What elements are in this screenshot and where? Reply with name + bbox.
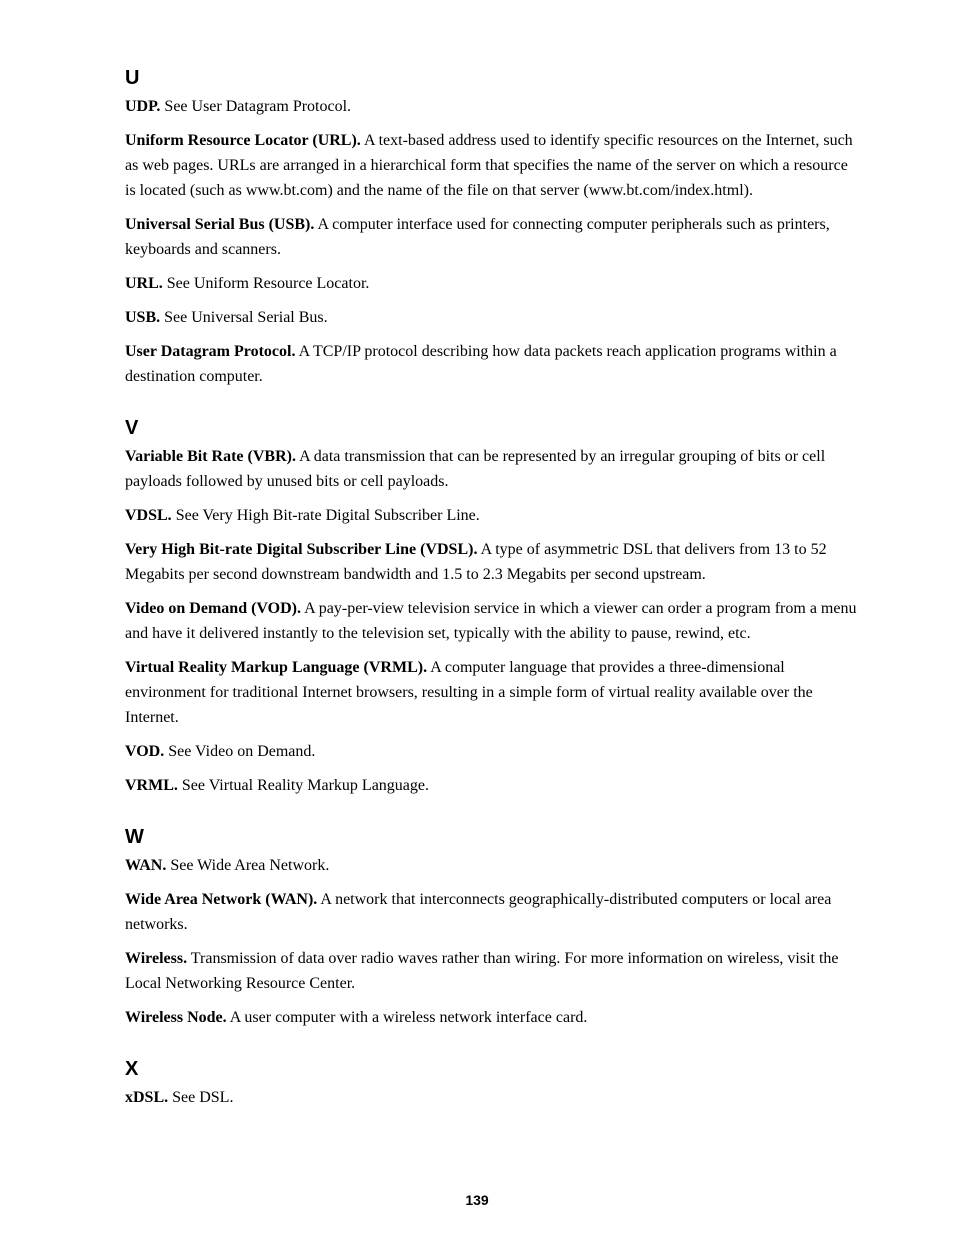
- glossary-entry: [125, 537, 860, 587]
- glossary-entry: [125, 339, 860, 389]
- section-x: [125, 1057, 860, 1110]
- entry-term: xDSL.: [125, 1089, 169, 1106]
- entry-term: UDP.: [125, 98, 161, 115]
- entry-term: USB.: [125, 309, 161, 326]
- entry-definition: A pay-per-view television service in which a viewer can order a program from a menu and have it delivered instantly to the television set, typically with the ability to pause, rewind, etc.: [125, 600, 857, 642]
- entry-term: Wireless Node.: [125, 1009, 227, 1026]
- entry-definition: See User Datagram Protocol.: [164, 98, 352, 115]
- entry-term: VOD.: [125, 743, 165, 760]
- section-letter: V: [125, 417, 139, 439]
- entry-definition: See Wide Area Network.: [170, 857, 330, 874]
- section-letter: W: [125, 826, 144, 848]
- glossary-entry: [125, 853, 860, 878]
- entry-term: Wireless.: [125, 950, 188, 967]
- entry-definition: See Uniform Resource Locator.: [166, 275, 370, 292]
- glossary-entry: [125, 128, 860, 203]
- entry-term: Video on Demand (VOD).: [125, 600, 301, 617]
- glossary-entry: [125, 1085, 860, 1110]
- glossary-entry: [125, 444, 860, 494]
- glossary-page: [125, 66, 860, 1137]
- entry-term: Wide Area Network (WAN).: [125, 891, 318, 908]
- entry-term: URL.: [125, 275, 163, 292]
- entry-definition: A computer interface used for connecting computer peripherals such as printers, keyboards and scanners.: [125, 216, 830, 258]
- entry-definition: A data transmission that can be represented by an irregular grouping of bits or cell payloads followed by unused bits or cell payloads.: [125, 448, 826, 490]
- entry-definition: A computer language that provides a three-dimensional environment for traditional Internet browsers, resulting in a simple form of virtual reality available over the Internet.: [125, 659, 813, 726]
- glossary-entry: [125, 887, 860, 937]
- section-w: [125, 825, 860, 1030]
- section-v: [125, 416, 860, 798]
- glossary-entry: [125, 94, 860, 119]
- entry-definition: Transmission of data over radio waves rather than wiring. For more information on wireless, visit the Local Networking Resource Center.: [125, 950, 839, 992]
- glossary-entry: [125, 271, 860, 296]
- entry-term: Uniform Resource Locator (URL).: [125, 132, 361, 149]
- page-number: 139: [465, 1192, 489, 1208]
- section-letter: X: [125, 1058, 139, 1080]
- glossary-entry: [125, 739, 860, 764]
- entry-term: Very High Bit-rate Digital Subscriber Line (VDSL).: [125, 541, 478, 558]
- entry-definition: See Universal Serial Bus.: [164, 309, 328, 326]
- entry-definition: See Very High Bit-rate Digital Subscriber Line.: [175, 507, 480, 524]
- glossary-entry: [125, 1005, 860, 1030]
- entry-definition: See Virtual Reality Markup Language.: [181, 777, 430, 794]
- entry-term: VRML.: [125, 777, 178, 794]
- entry-term: User Datagram Protocol.: [125, 343, 296, 360]
- entry-term: WAN.: [125, 857, 167, 874]
- glossary-entry: [125, 305, 860, 330]
- entry-definition: A type of asymmetric DSL that delivers from 13 to 52 Megabits per second downstream bandwidth and 1.5 to 2.3 Megabits per second upstream.: [125, 541, 827, 583]
- entry-definition: See Video on Demand.: [168, 743, 316, 760]
- glossary-entry: [125, 946, 860, 996]
- glossary-entry: [125, 655, 860, 730]
- entry-definition: A text-based address used to identify specific resources on the Internet, such as web pages. URLs are arranged in a hierarchical form that specifies the name of the server on which a resource is located (such as www.bt.com) and the name of the file on that server (www.bt.com/index.html).: [125, 132, 853, 199]
- glossary-entry: [125, 596, 860, 646]
- glossary-entry: [125, 212, 860, 262]
- section-u: [125, 66, 860, 389]
- entry-definition: See DSL.: [172, 1089, 234, 1106]
- entry-definition: A TCP/IP protocol describing how data packets reach application programs within a destination computer.: [125, 343, 837, 385]
- entry-term: Virtual Reality Markup Language (VRML).: [125, 659, 428, 676]
- entry-term: Variable Bit Rate (VBR).: [125, 448, 296, 465]
- entry-definition: A user computer with a wireless network interface card.: [229, 1009, 588, 1026]
- entry-definition: A network that interconnects geographically-distributed computers or local area networks.: [125, 891, 832, 933]
- entry-term: Universal Serial Bus (USB).: [125, 216, 315, 233]
- section-letter: U: [125, 67, 140, 89]
- entry-term: VDSL.: [125, 507, 172, 524]
- glossary-entry: [125, 503, 860, 528]
- glossary-entry: [125, 773, 860, 798]
